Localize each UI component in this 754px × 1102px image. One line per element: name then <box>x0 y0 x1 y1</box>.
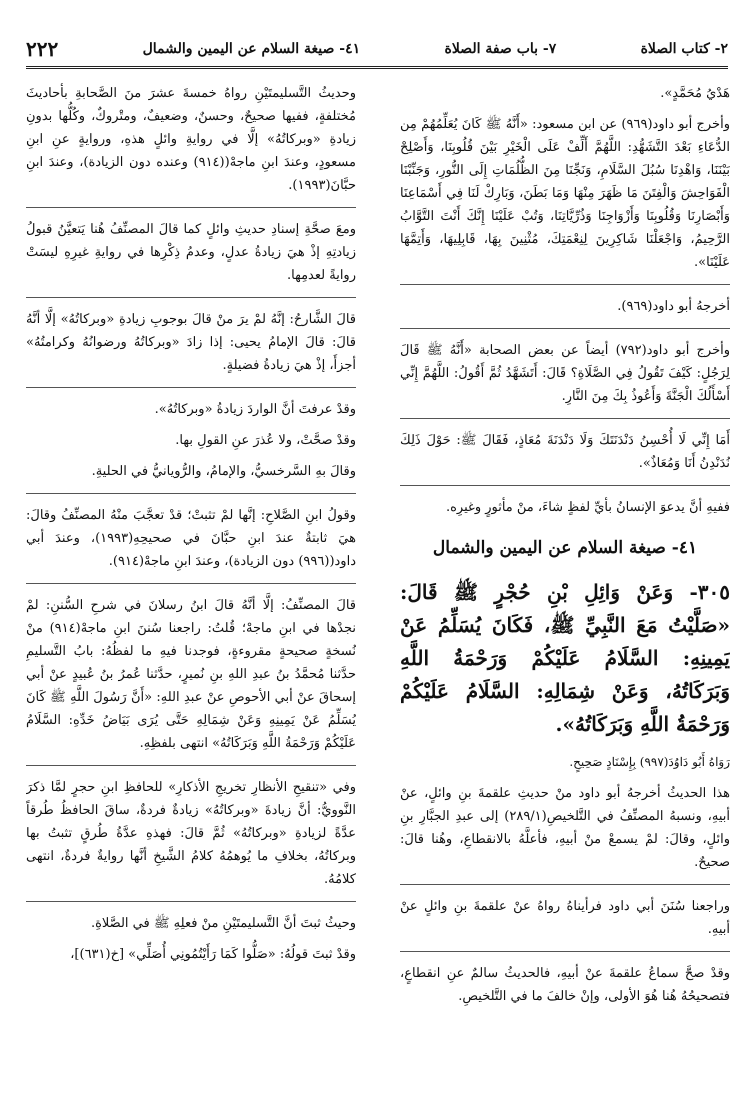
divider <box>26 583 356 584</box>
divider <box>26 297 356 298</box>
page-header <box>26 36 728 62</box>
divider <box>400 951 730 952</box>
paragraph: قالَ المصنِّفُ: إلَّا أنَّهُ قالَ ابنُ رسلانَ في شرحِ السُّننِ: لمْ نجدْها في ابنِ ماجهْ؛ قُلتُ: راجعنا سُننَ ابنِ ماجهْ(٩١٤) منْ نُسخةٍ صحيحةٍ مقروءةٍ، فوجدنا فيهِ ما لفظُهُ: بابُ التَّسليمِ حدَّثنا مُحمَّدُ بنُ عبدِ اللهِ بنِ نُميرٍ، حدَّثنا عُمرُ بنُ عُبيدٍ عنْ أبي إسحاقَ عنْ أبي الأحوصِ عنْ عبدِ اللهِ: «أَنَّ رَسُولَ اللَّهِ ﷺ كَانَ يُسَلِّمُ عَنْ يَمِينِهِ وَعَنْ شِمَالِهِ حَتَّى يُرَى بَيَاضُ خَدِّهِ: السَّلَامُ عَلَيْكُمْ وَرَحْمَةُ اللَّهِ وَبَرَكَاتُهُ» انتهى بلفظِهِ. <box>26 598 356 751</box>
paragraph: وراجعنا سُنَنَ أبي داود فرأيناهُ رواهُ عنْ علقمةَ بنِ وائلٍ عنْ أبيهِ. <box>400 899 730 937</box>
divider <box>400 284 730 285</box>
divider <box>26 387 356 388</box>
page-number: ٢٢٢ <box>26 37 59 61</box>
divider <box>400 884 730 885</box>
right-column <box>400 82 730 1082</box>
paragraph: ومعَ صحَّةِ إسنادِ حديثِ وائلٍ كما قالَ المصنِّفُ هُنا يَتعيَّنُ قبولُ زيادتِهِ إذْ هيَ زيادةُ عدلٍ، وعدمُ ذِكْرِها في روايةِ غيرِهِ ليسَتْ روايةً لعدمِها. <box>26 222 356 283</box>
paragraph: أخرجهُ أبو داود(٩٦٩). <box>617 299 730 314</box>
paragraph: وقدْ عرفتَ أنَّ الواردَ زيادةُ «وبركاتُهُ». <box>154 402 356 417</box>
section-running-head: ٤١- صيغة السلام عن اليمين والشمال <box>142 41 361 57</box>
paragraph: وقدْ صحَّ سماعُ علقمةَ عنْ أبيهِ، فالحديثُ سالمٌ عنِ انقطاعٍ، فتصحيحُهُ هُنا هُوَ الأولى، وإنْ خالفَ ما في التَّلخيصِ. <box>400 966 730 1004</box>
paragraph: وأخرج أبو داود(٧٩٢) أيضاً عن بعض الصحابة «أَنَّهُ ﷺ قَالَ لِرَجُلٍ: كَيْفَ تَقُولُ فِي الصَّلَاةِ؟ قَالَ: أَتَشَهَّدُ ثُمَّ أَقُولُ: اللَّهُمَّ إِنِّي أَسْأَلُكَ الْجَنَّةَ وَأَعُوذُ بِكَ مِنَ النَّارِ. <box>400 343 730 404</box>
divider <box>26 493 356 494</box>
section-title: ٤١- صيغة السلام عن اليمين والشمال <box>432 538 698 558</box>
paragraph: وحيثُ ثبتَ أنَّ التَّسليمتَيْنِ منْ فعلِهِ ﷺ في الصَّلاةِ. <box>90 916 356 931</box>
divider <box>400 418 730 419</box>
paragraph: أَمَا إِنِّي لَا أُحْسِنُ دَنْدَنَتَكَ وَلَا دَنْدَنَةَ مُعَاذٍ، فَقَالَ ﷺ: حَوْلَ ذَلِكَ نُدَنْدِنُ أَنَا وَمُعَاذٌ». <box>400 433 730 471</box>
hadith-text: ٣٠٥- وَعَنْ وَائِلِ بْنِ حُجْرٍ ﷺ قَالَ: «صَلَّيْتُ مَعَ النَّبِيِّ ﷺ، فَكَانَ يُسَلِّمُ عَنْ يَمِينِهِ: السَّلَامُ عَلَيْكُمْ وَرَحْمَةُ اللَّهِ وَبَرَكَاتُهُ، وَعَنْ شِمَالِهِ: السَّلَامُ عَلَيْكُمْ وَرَحْمَةُ اللَّهِ وَبَرَكَاتُهُ». <box>400 580 730 736</box>
paragraph: وفي «تنقيحِ الأنظارِ تخريجِ الأذكارِ» للحافظِ ابنِ حجرٍ لمَّا ذكرَ النَّوويُّ: أنَّ زيادةَ «وبركاتُهُ» زيادةٌ فردةٌ، ساقَ الحافظُ طُرقاً عدَّةً لزيادةِ «وبركاتُهُ» ثُمَّ قالَ: فهذهِ عدَّةُ طُرقٍ تثبتُ بها وبركاتُهُ، بخلافِ ما يُوهمُهُ كلامُ الشَّيخِ أنَّها روايةٌ فردةٌ، انتهى كلامُهُ. <box>26 780 356 887</box>
paragraph: هَدْيُ مُحَمَّدٍ». <box>660 86 730 101</box>
divider <box>26 765 356 766</box>
divider <box>26 207 356 208</box>
divider <box>400 485 730 486</box>
paragraph: وقولُ ابنِ الصَّلاحِ: إنَّها لمْ تثبتْ؛ قدْ تعجَّبَ منْهُ المصنِّفُ وقالَ: هيَ ثابتةٌ عندَ ابنِ حبَّانَ في صحيحِهِ(١٩٩٣)، وعندَ أبي داود((٩٩٦) دون الزيادة)، وعندَ ابنِ ماجهْ(٩١٤). <box>26 508 356 569</box>
paragraph: وحديثُ التَّسليمتَيْنِ رواهُ خمسةَ عشرَ منَ الصَّحابةِ بأحاديثَ مُختلفةٍ، ففيها صحيحٌ، وحسنٌ، وضعيفٌ، ومتْروكٌ، وكُلُّها بدونِ زيادةِ «وبركاتُهُ» إلَّا في روايةِ وائلٍ هذهِ، وروايةٍ عنِ ابنِ مسعودٍ، وعندَ ابنِ ماجهْ((٩١٤) وعنده دون الزيادة)، وعندَ ابنِ حبَّانَ(١٩٩٣). <box>26 86 356 193</box>
paragraph: وقدْ صحَّتْ، ولا عُذرَ عنِ القولِ بها. <box>175 433 356 448</box>
paragraph: قالَ الشَّارحُ: إنَّهُ لمْ يرَ منْ قالَ بوجوبِ زيادةِ «وبركاتُهُ» إلَّا أنَّهُ قالَ: قالَ الإمامُ يحيى: إذا زادَ «وبركاتُهُ ورضوانُهُ وكرامتُهُ» أجزأَ، إذْ هيَ زيادةُ فضيلةٍ. <box>26 312 356 373</box>
divider <box>26 901 356 902</box>
header-rule <box>26 66 728 69</box>
paragraph: وقالَ بهِ السَّرخسيُّ، والإمامُ، والرُّويانيُّ في الحليةِ. <box>91 464 356 479</box>
paragraph: هذا الحديثُ أخرجهُ أبو داود منْ حديثِ علقمةَ بنِ وائلٍ، عنْ أبيهِ، ونسبهُ المصنِّفُ في التَّلخيصِ(٢٨٩/١) إلى عبدِ الجبَّارِ بنِ وائلٍ، وقالَ: لمْ يسمعْ منْ أبيهِ، فأعلَّهُ بالانقطاعِ، وهُنا قالَ: صحيحٌ. <box>400 786 730 870</box>
paragraph: وقدْ ثبتَ قولُهُ: «صَلُّوا كَمَا رَأَيْتُمُونِي أُصَلِّي» [خ(٦٣١)]، <box>70 947 356 962</box>
book-running-head: ٢- كتاب الصلاة <box>640 41 728 57</box>
left-column <box>26 82 356 1082</box>
riwaya-note: رَوَاهُ أَبُو دَاوُدَ(٩٩٧) بِإِسْنَادٍ صَحِيحٍ. <box>569 755 730 769</box>
paragraph: ففيهِ أنَّ يدعوَ الإنسانُ بأيِّ لفظٍ شاءَ، منْ مأثورٍ وغيرِه. <box>445 500 730 515</box>
paragraph: وأخرج أبو داود(٩٦٩) عن ابن مسعود: «أَنَّهُ ﷺ كَانَ يُعَلِّمُهُمْ مِن الدُّعَاءِ بَعْدَ التَّشَهُّدِ: اللَّهُمَّ أَلِّفْ عَلَى الْخَيْرِ بَيْنَ قُلُوبِنَا، وَأَصْلِحْ بَيْنَنَا، وَاهْدِنَا سُبُلَ السَّلَامِ، وَنَجِّنَا مِنَ الظُّلُمَاتِ إِلَى النُّورِ، وَجَنِّبْنَا الْفَوَاحِشَ وَالْفِتَنَ مَا ظَهَرَ مِنْهَا وَمَا بَطَنَ، وَبَارِكْ لَنَا فِي أَسْمَاعِنَا وَأَبْصَارِنَا وَقُلُوبِنَا وَأَزْوَاجِنَا وَذُرِّيَّاتِنَا، وَتُبْ عَلَيْنَا إِنَّكَ أَنْتَ التَّوَّابُ الرَّحِيمُ، وَاجْعَلْنَا شَاكِرِينَ لِنِعْمَتِكَ، مُثْنِينَ بِهَا، قَابِلِيهَا، وَأَتِمَّهَا عَلَيْنَا». <box>400 117 730 270</box>
divider <box>400 328 730 329</box>
chapter-running-head: ٧- باب صفة الصلاة <box>444 41 557 57</box>
